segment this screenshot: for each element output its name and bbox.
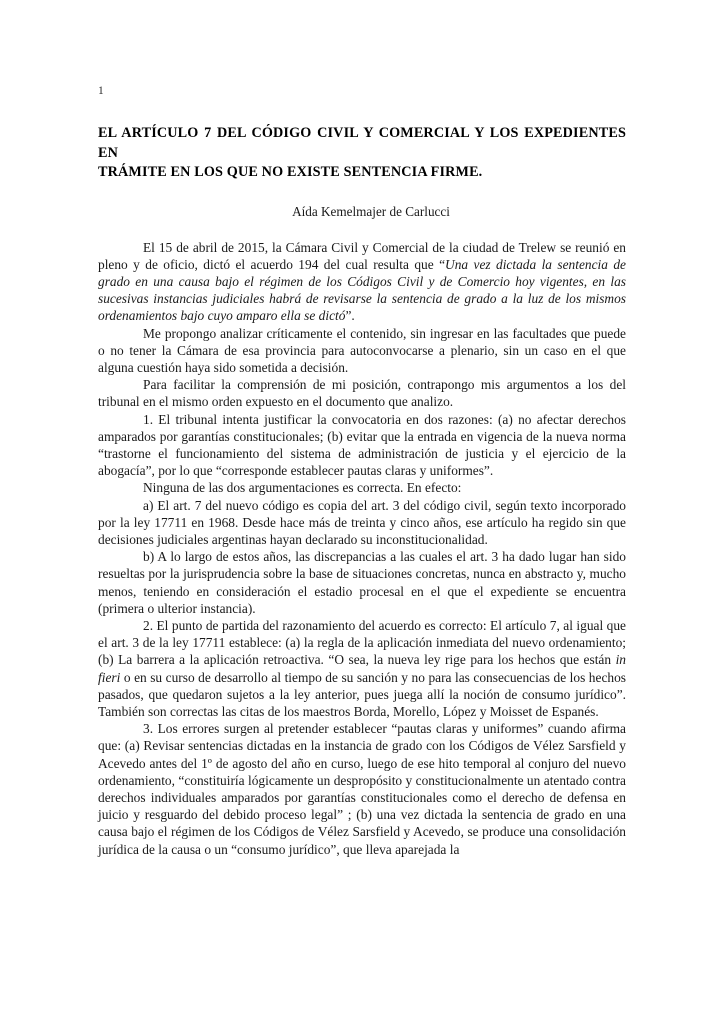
paragraph-item-3: 3. Los errores surgen al pretender establecer “pautas claras y uniformes” cuando afirma que: (a) Revisar sentencias dictadas en la instancia de grado con los Códigos de Vélez Sarsfield y Acevedo antes del 1º de agosto del año en curso, luego de ese hito temporal al conjuro del nuevo ordenamiento, “constituiría lógicamente un despropósito y constitucionalmente un atentado contra derechos individuales amparados por garantías constitucionales como el derecho de defensa en juicio y resguardo del debido proceso legal” ; (b) una vez dictada la sentencia de grado en una causa bajo el régimen de los Códigos de Vélez Sarsfield y Acevedo, se produce una consolidación jurídica de la causa o un “consumo jurídico”, que lleva aparejada la <box>98 721 626 857</box>
author-name: Aída Kemelmajer de Carlucci <box>292 203 450 219</box>
paragraph-item-1a: a) El art. 7 del nuevo código es copia del art. 3 del código civil, según texto incorporado por la ley 17711 en 1968. Desde hace más de treinta y cinco años, ese artículo ha regido sin que decisiones judiciales argentinas hayan declarado su inconstitucionalidad. <box>98 497 626 547</box>
paragraph-opening-lead: El 15 de abril de 2015, la Cámara Civil y Comercial de la ciudad de Trelew se reunió en pleno y de oficio, dictó el acuerdo 194 del cual resulta que “ <box>98 239 626 272</box>
document-content <box>98 124 626 858</box>
paragraph-opening <box>98 239 626 325</box>
plenary-quote-italic: Una vez dictada la sentencia de grado en una causa bajo el régimen de los Códigos Civil y de Comercio hoy vigentes, en las sucesivas instancias judiciales habrá de revisarse la sentencia de grado a la luz de los mismos ordenamientos bajo cuyo amparo ella se dictó <box>98 256 626 324</box>
paragraph-item-1: 1. El tribunal intenta justificar la convocatoria en dos razones: (a) no afectar derechos amparados por garantías constitucionales; (b) evitar que la entrada en vigencia de la nueva norma “trastorne el funcionamiento del sistema de administración de justicia y el ejercicio de la abogacía”, por lo que “corresponde establecer pautas claras y uniformes”. <box>98 411 626 479</box>
page-number: 1 <box>98 85 104 97</box>
page-title <box>98 124 626 183</box>
paragraph-proposal: Me propongo analizar críticamente el contenido, sin ingresar en las facultades que puede o no tener la Cámara de esa provincia para autoconvocarse a plenario, sin un caso en el que alguna cuestión haya sido sometida a decisión. <box>98 325 626 375</box>
paragraph-opening-tail: ”. <box>345 308 355 324</box>
paragraph-item-2-tail: o en su curso de desarrollo al tiempo de su sanción y no para las consecuencias de los hechos pasados, que quedaron sujetos a la ley anterior, pues juega allí la noción de consumo jurídico”. También son correctas las citas de los maestros Borda, Morello, López y Moisset de Espanés. <box>98 669 626 719</box>
body-text <box>98 239 626 858</box>
in-fieri-italic: in fieri <box>98 652 626 685</box>
paragraph-item-1b: b) A lo largo de estos años, las discrepancias a las cuales el art. 3 ha dado lugar han sido resueltas por la jurisprudencia sobre la base de situaciones concretas, nunca en abstracto y, mucho menos, teniendo en consideración el estadio procesal en el que el expediente se encuentra (primera o ulterior instancia). <box>98 549 626 616</box>
page-title-line-2: TRÁMITE EN LOS QUE NO EXISTE SENTENCIA FIRME. <box>98 164 483 180</box>
paragraph-item-2-lead: 2. El punto de partida del razonamiento del acuerdo es correcto: El artículo 7, al igual que el art. 3 de la ley 17711 establece: (a) la regla de la aplicación inmediata del nuevo ordenamiento; (b) La barrera a la aplicación retroactiva. “O sea, la nueva ley rige para los hechos que están <box>98 617 626 668</box>
paragraph-neither-correct: Ninguna de las dos argumentaciones es correcta. En efecto: <box>143 480 462 496</box>
paragraph-item-2 <box>98 617 626 720</box>
page-title-line-1: EL ARTÍCULO 7 DEL CÓDIGO CIVIL Y COMERCIAL Y LOS EXPEDIENTES EN <box>98 125 626 161</box>
paragraph-method: Para facilitar la comprensión de mi posición, contrapongo mis argumentos a los del tribunal en el mismo orden expuesto en el documento que analizo. <box>98 377 626 410</box>
